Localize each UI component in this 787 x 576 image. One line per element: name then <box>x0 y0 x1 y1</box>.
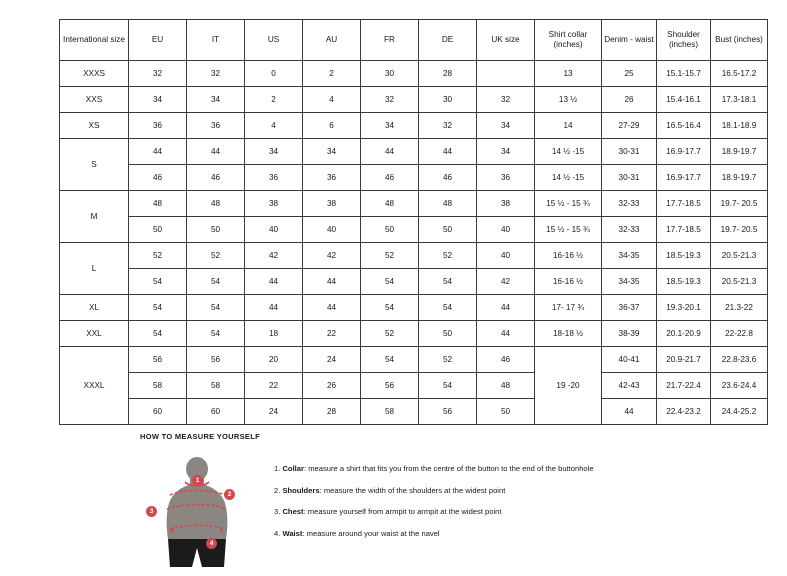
step-term: Waist <box>282 528 303 538</box>
cell-us: 44 <box>245 295 303 321</box>
step-term: Shoulders <box>282 485 320 495</box>
cell-eu: 54 <box>129 295 187 321</box>
cell-bust-inches: 21.3-22 <box>711 295 768 321</box>
cell-bust-inches: 22-22.8 <box>711 321 768 347</box>
cell-au: 34 <box>303 139 361 165</box>
column-header-bust: Bust (inches) <box>711 20 768 61</box>
cell-shirt-collar-inches: 14 ½ -15 <box>535 139 602 165</box>
column-header-au: AU <box>303 20 361 61</box>
cell-eu: 50 <box>129 217 187 243</box>
cell-denim-waist: 34-35 <box>602 269 657 295</box>
cell-au: 24 <box>303 347 361 373</box>
column-header-shoulder: Shoulder (inches) <box>657 20 711 61</box>
body-figure <box>140 451 260 571</box>
cell-us: 20 <box>245 347 303 373</box>
cell-shoulder-inches: 22.4-23.2 <box>657 399 711 425</box>
cell-au: 40 <box>303 217 361 243</box>
step-number: 3. <box>274 507 283 517</box>
cell-eu: 58 <box>129 373 187 399</box>
column-header-international-size: International size <box>60 20 129 61</box>
cell-shoulder-inches: 19.3-20.1 <box>657 295 711 321</box>
cell-it: 50 <box>187 217 245 243</box>
cell-eu: 56 <box>129 347 187 373</box>
table-row <box>60 373 768 399</box>
column-header-fr: FR <box>361 20 419 61</box>
column-header-eu: EU <box>129 20 187 61</box>
cell-us: 44 <box>245 269 303 295</box>
table-row <box>60 269 768 295</box>
cell-shoulder-inches: 16.9-17.7 <box>657 139 711 165</box>
column-header-shirt-collar: Shirt collar (inches) <box>535 20 602 61</box>
cell-de: 56 <box>419 399 477 425</box>
cell-shirt-collar-inches: 19 -20 <box>535 347 602 425</box>
cell-us: 0 <box>245 61 303 87</box>
table-row <box>60 399 768 425</box>
table-row <box>60 347 768 373</box>
cell-shirt-collar-inches: 14 <box>535 113 602 139</box>
cell-it: 58 <box>187 373 245 399</box>
table-row <box>60 113 768 139</box>
column-header-it: IT <box>187 20 245 61</box>
step-term: Collar <box>282 464 304 473</box>
cell-uk-size: 38 <box>477 191 535 217</box>
cell-fr: 52 <box>361 321 419 347</box>
badge-1: 1 <box>192 475 203 486</box>
cell-fr: 52 <box>361 243 419 269</box>
cell-bust-inches: 19.7- 20.5 <box>711 217 768 243</box>
cell-fr: 54 <box>361 295 419 321</box>
column-header-de: DE <box>419 20 477 61</box>
cell-shirt-collar-inches: 13 ½ <box>535 87 602 113</box>
cell-uk-size: 32 <box>477 87 535 113</box>
cell-de: 28 <box>419 61 477 87</box>
cell-us: 24 <box>245 399 303 425</box>
column-header-us: US <box>245 20 303 61</box>
cell-au: 6 <box>303 113 361 139</box>
cell-fr: 50 <box>361 217 419 243</box>
cell-fr: 54 <box>361 269 419 295</box>
cell-uk-size: 44 <box>477 295 535 321</box>
cell-de: 46 <box>419 165 477 191</box>
cell-uk-size: 44 <box>477 321 535 347</box>
cell-us: 38 <box>245 191 303 217</box>
cell-bust-inches: 19.7- 20.5 <box>711 191 768 217</box>
cell-denim-waist: 27-29 <box>602 113 657 139</box>
cell-shoulder-inches: 17.7-18.5 <box>657 191 711 217</box>
cell-fr: 46 <box>361 165 419 191</box>
cell-eu: 48 <box>129 191 187 217</box>
cell-shoulder-inches: 17.7-18.5 <box>657 217 711 243</box>
size-chart-table <box>59 19 768 425</box>
cell-it: 46 <box>187 165 245 191</box>
cell-uk-size: 42 <box>477 269 535 295</box>
table-header-row <box>60 20 768 61</box>
cell-international-size: XS <box>60 113 129 139</box>
cell-uk-size: 48 <box>477 373 535 399</box>
cell-bust-inches: 16.5-17.2 <box>711 61 768 87</box>
measure-guide <box>140 432 740 571</box>
cell-denim-waist: 32-33 <box>602 191 657 217</box>
cell-au: 2 <box>303 61 361 87</box>
cell-uk-size: 34 <box>477 113 535 139</box>
cell-eu: 34 <box>129 87 187 113</box>
cell-us: 2 <box>245 87 303 113</box>
step-number: 1. <box>274 464 283 473</box>
cell-shirt-collar-inches: 16-16 ½ <box>535 269 602 295</box>
torso-diagram-icon <box>140 451 260 571</box>
step-text: : measure around your waist at the navel <box>302 528 440 538</box>
cell-eu: 54 <box>129 269 187 295</box>
cell-it: 48 <box>187 191 245 217</box>
cell-de: 32 <box>419 113 477 139</box>
cell-shoulder-inches: 20.9-21.7 <box>657 347 711 373</box>
badge-4: 4 <box>206 538 217 549</box>
cell-international-size: L <box>60 243 129 295</box>
cell-shirt-collar-inches: 14 ½ -15 <box>535 165 602 191</box>
cell-au: 4 <box>303 87 361 113</box>
cell-uk-size <box>477 61 535 87</box>
cell-us: 36 <box>245 165 303 191</box>
cell-fr: 56 <box>361 373 419 399</box>
cell-au: 22 <box>303 321 361 347</box>
cell-de: 54 <box>419 373 477 399</box>
cell-shirt-collar-inches: 15 ½ - 15 ¾ <box>535 217 602 243</box>
cell-international-size: XXXL <box>60 347 129 425</box>
cell-de: 44 <box>419 139 477 165</box>
cell-it: 54 <box>187 321 245 347</box>
guide-body <box>140 451 740 571</box>
cell-uk-size: 40 <box>477 243 535 269</box>
cell-de: 50 <box>419 217 477 243</box>
cell-us: 42 <box>245 243 303 269</box>
cell-uk-size: 36 <box>477 165 535 191</box>
table-row <box>60 61 768 87</box>
cell-denim-waist: 25 <box>602 61 657 87</box>
cell-international-size: XXS <box>60 87 129 113</box>
cell-it: 44 <box>187 139 245 165</box>
cell-shirt-collar-inches: 15 ½ - 15 ¾ <box>535 191 602 217</box>
cell-shoulder-inches: 16.9-17.7 <box>657 165 711 191</box>
cell-us: 34 <box>245 139 303 165</box>
cell-it: 52 <box>187 243 245 269</box>
measure-steps <box>274 451 594 551</box>
cell-denim-waist: 34-35 <box>602 243 657 269</box>
measure-step <box>274 487 594 495</box>
cell-it: 60 <box>187 399 245 425</box>
cell-shirt-collar-inches: 17- 17 ¾ <box>535 295 602 321</box>
cell-fr: 58 <box>361 399 419 425</box>
cell-bust-inches: 18.1-18.9 <box>711 113 768 139</box>
cell-shirt-collar-inches: 16-16 ½ <box>535 243 602 269</box>
table-row <box>60 139 768 165</box>
cell-international-size: S <box>60 139 129 191</box>
step-number: 4. <box>274 528 283 538</box>
cell-fr: 34 <box>361 113 419 139</box>
table-body <box>60 61 768 425</box>
table-row <box>60 217 768 243</box>
cell-au: 44 <box>303 295 361 321</box>
step-number: 2. <box>274 485 283 495</box>
cell-denim-waist: 30-31 <box>602 165 657 191</box>
measure-step <box>274 465 594 473</box>
guide-title: HOW TO MEASURE YOURSELF <box>140 432 260 441</box>
cell-it: 34 <box>187 87 245 113</box>
cell-shoulder-inches: 18.5-19.3 <box>657 269 711 295</box>
cell-bust-inches: 18.9-19.7 <box>711 165 768 191</box>
cell-au: 28 <box>303 399 361 425</box>
cell-denim-waist: 36-37 <box>602 295 657 321</box>
cell-au: 26 <box>303 373 361 399</box>
cell-us: 22 <box>245 373 303 399</box>
table-row <box>60 87 768 113</box>
step-text: : measure a shirt that fits you from the centre of the button to the end of the buttonhole <box>303 464 594 473</box>
measure-step <box>274 530 594 538</box>
cell-shoulder-inches: 16.5-16.4 <box>657 113 711 139</box>
cell-international-size: XXXS <box>60 61 129 87</box>
cell-shoulder-inches: 15.4-16.1 <box>657 87 711 113</box>
cell-shoulder-inches: 15.1-15.7 <box>657 61 711 87</box>
cell-eu: 36 <box>129 113 187 139</box>
step-term: Chest <box>282 507 304 517</box>
cell-eu: 52 <box>129 243 187 269</box>
cell-bust-inches: 23.6-24.4 <box>711 373 768 399</box>
cell-de: 52 <box>419 243 477 269</box>
cell-us: 4 <box>245 113 303 139</box>
cell-us: 18 <box>245 321 303 347</box>
cell-bust-inches: 17.3-18.1 <box>711 87 768 113</box>
cell-de: 54 <box>419 295 477 321</box>
badge-3: 3 <box>146 506 157 517</box>
cell-eu: 44 <box>129 139 187 165</box>
cell-fr: 48 <box>361 191 419 217</box>
cell-au: 42 <box>303 243 361 269</box>
step-text: : measure the width of the shoulders at the widest point <box>319 485 506 495</box>
cell-de: 48 <box>419 191 477 217</box>
table-row <box>60 243 768 269</box>
cell-it: 32 <box>187 61 245 87</box>
badge-2: 2 <box>224 489 235 500</box>
cell-shoulder-inches: 18.5-19.3 <box>657 243 711 269</box>
cell-international-size: XXL <box>60 321 129 347</box>
cell-bust-inches: 22.8-23.6 <box>711 347 768 373</box>
cell-fr: 54 <box>361 347 419 373</box>
cell-denim-waist: 26 <box>602 87 657 113</box>
table-row <box>60 321 768 347</box>
cell-bust-inches: 20.5-21.3 <box>711 269 768 295</box>
cell-it: 54 <box>187 295 245 321</box>
cell-bust-inches: 18.9-19.7 <box>711 139 768 165</box>
cell-uk-size: 50 <box>477 399 535 425</box>
cell-de: 52 <box>419 347 477 373</box>
cell-eu: 54 <box>129 321 187 347</box>
cell-shirt-collar-inches: 13 <box>535 61 602 87</box>
cell-fr: 30 <box>361 61 419 87</box>
table-header <box>60 20 768 61</box>
cell-au: 44 <box>303 269 361 295</box>
cell-uk-size: 46 <box>477 347 535 373</box>
measure-step <box>274 508 594 516</box>
cell-au: 38 <box>303 191 361 217</box>
table-row <box>60 165 768 191</box>
cell-it: 54 <box>187 269 245 295</box>
cell-us: 40 <box>245 217 303 243</box>
cell-uk-size: 34 <box>477 139 535 165</box>
cell-denim-waist: 42-43 <box>602 373 657 399</box>
cell-shirt-collar-inches: 18-18 ½ <box>535 321 602 347</box>
cell-denim-waist: 32-33 <box>602 217 657 243</box>
cell-shoulder-inches: 20.1-20.9 <box>657 321 711 347</box>
table-row <box>60 295 768 321</box>
table-row <box>60 191 768 217</box>
cell-eu: 46 <box>129 165 187 191</box>
cell-au: 36 <box>303 165 361 191</box>
cell-shoulder-inches: 21.7-22.4 <box>657 373 711 399</box>
cell-eu: 32 <box>129 61 187 87</box>
cell-de: 54 <box>419 269 477 295</box>
cell-fr: 44 <box>361 139 419 165</box>
cell-denim-waist: 30-31 <box>602 139 657 165</box>
cell-denim-waist: 38-39 <box>602 321 657 347</box>
cell-denim-waist: 40-41 <box>602 347 657 373</box>
cell-bust-inches: 24.4-25.2 <box>711 399 768 425</box>
cell-bust-inches: 20.5-21.3 <box>711 243 768 269</box>
cell-international-size: XL <box>60 295 129 321</box>
cell-it: 56 <box>187 347 245 373</box>
cell-eu: 60 <box>129 399 187 425</box>
step-text: : measure yourself from armpit to armpit at the widest point <box>303 507 502 517</box>
cell-de: 30 <box>419 87 477 113</box>
column-header-denim-waist: Denim - waist <box>602 20 657 61</box>
column-header-uk-size: UK size <box>477 20 535 61</box>
cell-de: 50 <box>419 321 477 347</box>
cell-uk-size: 40 <box>477 217 535 243</box>
cell-denim-waist: 44 <box>602 399 657 425</box>
cell-it: 36 <box>187 113 245 139</box>
cell-fr: 32 <box>361 87 419 113</box>
cell-international-size: M <box>60 191 129 243</box>
